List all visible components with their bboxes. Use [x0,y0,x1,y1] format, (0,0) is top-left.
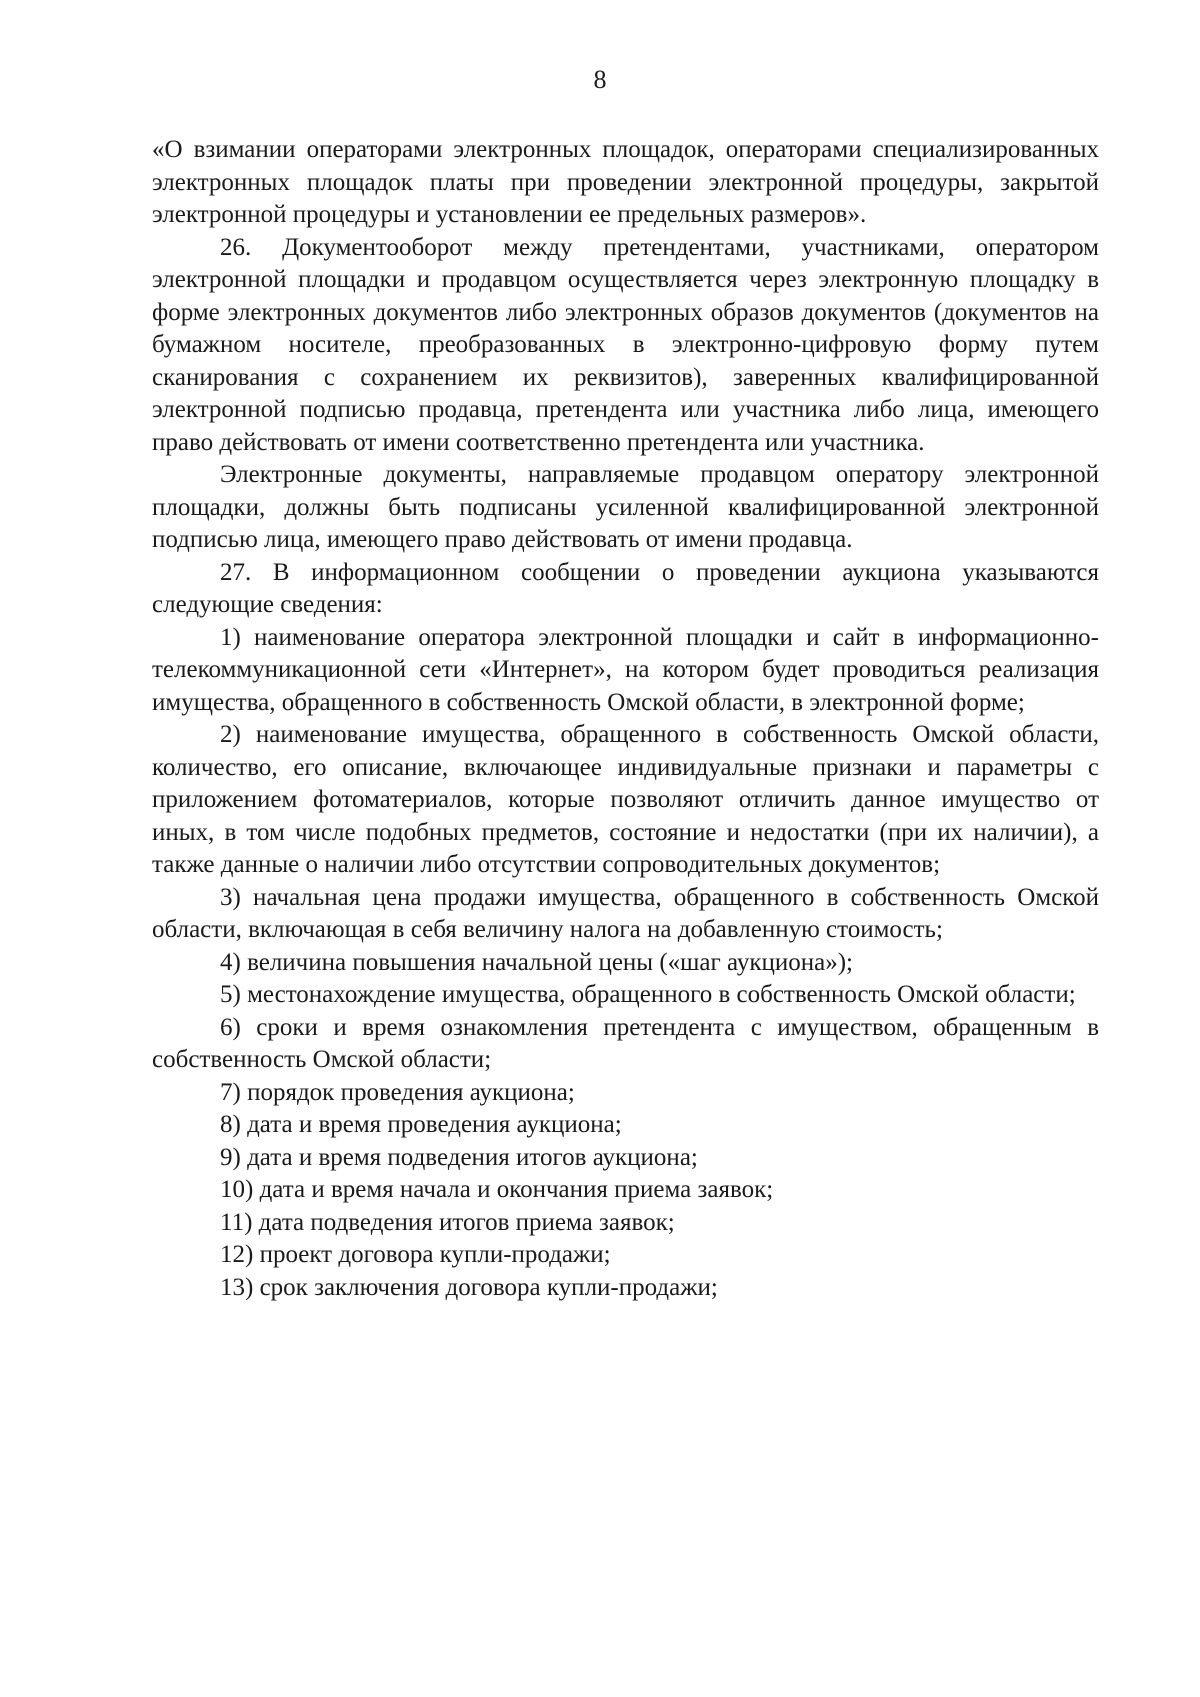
list-item-10: 10) дата и время начала и окончания приема заявок; [220,1176,774,1203]
body-text [152,134,1099,1304]
paragraph-electronic-documents: Электронные документы, направляемые продавцом оператору электронной площадки, должны быть подписаны усиленной квалифицированной электронной подписью лица, имеющего право действовать от имени продавца. [152,461,1099,553]
list-item-1: 1) наименование оператора электронной площадки и сайт в информационно-телекоммуникационной сети «Интернет», на котором будет проводиться реализация имущества, обращенного в собственность Омской области, в электронной форме; [152,623,1099,716]
list-item-9: 9) дата и время подведения итогов аукциона; [220,1143,698,1171]
list-item-5: 5) местонахождение имущества, обращенного в собственность Омской области; [220,981,1076,1008]
list-item-2: 2) наименование имущества, обращенного в собственность Омской области, количество, его описание, включающее индивидуальные признаки и параметры с приложением фотоматериалов, которые позволяют отличить данное имущество от иных, в том числе подобных предметов, состояние и недостатки (при их наличии), а также данные о наличии либо отсутствии сопроводительных документов; [152,721,1099,878]
list-item-4: 4) величина повышения начальной цены («шаг аукциона»); [220,948,853,976]
list-item-8: 8) дата и время проведения аукциона; [220,1111,622,1138]
list-item-6: 6) сроки и время ознакомления претендента с имуществом, обращенным в собственность Омской области; [152,1013,1099,1073]
paragraph-continuation: «О взимании операторами электронных площадок, операторами специализированных электронных площадок платы при проведении электронной процедуры, закрытой электронной процедуры и установлении ее предельных размеров». [152,136,1099,228]
list-item-11: 11) дата подведения итогов приема заявок; [220,1208,675,1236]
list-item-12: 12) проект договора купли-продажи; [220,1241,611,1268]
list-item-7: 7) порядок проведения аукциона; [220,1078,575,1106]
list-item-3: 3) начальная цена продажи имущества, обращенного в собственность Омской области, включающая в себя величину налога на добавленную стоимость; [152,883,1099,943]
paragraph-item-27: 27. В информационном сообщении о проведении аукциона указываются следующие сведения: [152,558,1099,618]
page-number: 8 [593,65,607,94]
list-item-13: 13) срок заключения договора купли-продажи; [220,1273,718,1301]
paragraph-item-26: 26. Документооборот между претендентами, участниками, оператором электронной площадки и продавцом осуществляется через электронную площадку в форме электронных документов либо электронных образов документов (документов на бумажном носителе, преобразованных в электронно-цифровую форму путем сканирования с сохранением их реквизитов), заверенных квалифицированной электронной подписью продавца, претендента или участника либо лица, имеющего право действовать от имени соответственно претендента или участника. [152,233,1099,456]
